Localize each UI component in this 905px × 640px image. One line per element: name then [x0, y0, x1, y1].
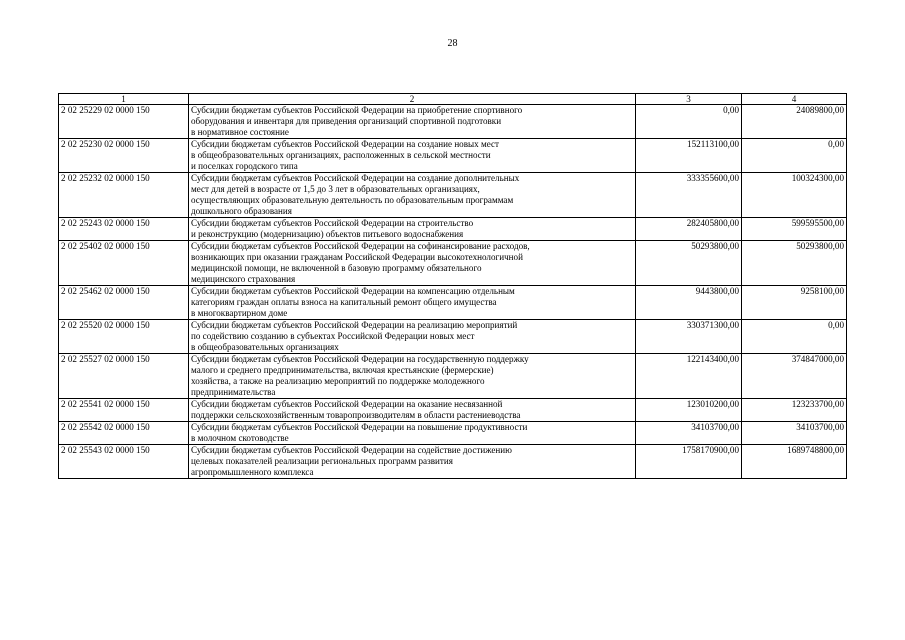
row-value-col4: 0,00: [742, 320, 847, 354]
row-value-col3: 152113100,00: [636, 139, 742, 173]
row-description: Субсидии бюджетам субъектов Российской Федерации на содействие достижению целевых показателей реализации региональных программ развития агропромышленного комплекса: [189, 445, 636, 479]
row-value-col4: 0,00: [742, 139, 847, 173]
table-row: [59, 320, 847, 354]
row-value-col3: 122143400,00: [636, 354, 742, 399]
row-code: 2 02 25527 02 0000 150: [59, 354, 189, 399]
table-row: [59, 354, 847, 399]
row-value-col4: 1689748800,00: [742, 445, 847, 479]
budget-table: [58, 93, 847, 479]
row-description: Субсидии бюджетам субъектов Российской Федерации на реализацию мероприятий по содействию созданию в субъектах Российской Федерации новых мест в общеобразовательных организациях: [189, 320, 636, 354]
row-value-col3: 9443800,00: [636, 286, 742, 320]
table-row: [59, 173, 847, 218]
row-description: Субсидии бюджетам субъектов Российской Федерации на строительство и реконструкцию (модернизацию) объектов питьевого водоснабжения: [189, 218, 636, 241]
row-value-col4: 374847000,00: [742, 354, 847, 399]
table-header-row: [59, 94, 847, 105]
row-value-col3: 333355600,00: [636, 173, 742, 218]
table-row: [59, 445, 847, 479]
row-value-col4: 50293800,00: [742, 241, 847, 286]
row-value-col4: 34103700,00: [742, 422, 847, 445]
table-row: [59, 286, 847, 320]
table-row: [59, 422, 847, 445]
row-description: Субсидии бюджетам субъектов Российской Федерации на софинансирование расходов, возникающих при оказании гражданам Российской Федерации высокотехнологичной медицинской помощи, не включенной в базовую программу обязательного медицинского страхования: [189, 241, 636, 286]
row-code: 2 02 25232 02 0000 150: [59, 173, 189, 218]
table-row: [59, 218, 847, 241]
row-value-col3: 282405800,00: [636, 218, 742, 241]
row-value-col3: 1758170900,00: [636, 445, 742, 479]
row-value-col3: 330371300,00: [636, 320, 742, 354]
row-code: 2 02 25462 02 0000 150: [59, 286, 189, 320]
row-description: Субсидии бюджетам субъектов Российской Федерации на приобретение спортивного оборудования и инвентаря для приведения организаций спортивной подготовки в нормативное состояние: [189, 105, 636, 139]
row-code: 2 02 25229 02 0000 150: [59, 105, 189, 139]
row-code: 2 02 25402 02 0000 150: [59, 241, 189, 286]
table-row: [59, 241, 847, 286]
row-value-col3: 123010200,00: [636, 399, 742, 422]
row-code: 2 02 25543 02 0000 150: [59, 445, 189, 479]
row-description: Субсидии бюджетам субъектов Российской Федерации на повышение продуктивности в молочном скотоводстве: [189, 422, 636, 445]
header-col-2: 2: [189, 94, 636, 105]
page-number: 28: [447, 38, 458, 49]
row-value-col3: 0,00: [636, 105, 742, 139]
table-row: [59, 399, 847, 422]
header-col-4: 4: [742, 94, 847, 105]
table-row: [59, 139, 847, 173]
header-col-3: 3: [636, 94, 742, 105]
row-description: Субсидии бюджетам субъектов Российской Федерации на создание дополнительных мест для детей в возрасте от 1,5 до 3 лет в образовательных организациях, осуществляющих образовательную деятельность по образовательным программам дошкольного образования: [189, 173, 636, 218]
table-row: [59, 105, 847, 139]
row-code: 2 02 25243 02 0000 150: [59, 218, 189, 241]
row-value-col3: 34103700,00: [636, 422, 742, 445]
row-value-col3: 50293800,00: [636, 241, 742, 286]
row-value-col4: 599595500,00: [742, 218, 847, 241]
row-description: Субсидии бюджетам субъектов Российской Федерации на государственную поддержку малого и среднего предпринимательства, включая крестьянские (фермерские) хозяйства, а также на реализацию мероприятий по поддержке молодежного предпринимательства: [189, 354, 636, 399]
row-code: 2 02 25230 02 0000 150: [59, 139, 189, 173]
row-description: Субсидии бюджетам субъектов Российской Федерации на оказание несвязанной поддержки сельскохозяйственным товаропроизводителям в области растениеводства: [189, 399, 636, 422]
row-code: 2 02 25542 02 0000 150: [59, 422, 189, 445]
row-value-col4: 9258100,00: [742, 286, 847, 320]
row-description: Субсидии бюджетам субъектов Российской Федерации на компенсацию отдельным категориям граждан оплаты взноса на капитальный ремонт общего имущества в многоквартирном доме: [189, 286, 636, 320]
row-code: 2 02 25541 02 0000 150: [59, 399, 189, 422]
row-value-col4: 24089800,00: [742, 105, 847, 139]
row-description: Субсидии бюджетам субъектов Российской Федерации на создание новых мест в общеобразовательных организациях, расположенных в сельской местности и поселках городского типа: [189, 139, 636, 173]
header-col-1: 1: [59, 94, 189, 105]
row-value-col4: 100324300,00: [742, 173, 847, 218]
row-code: 2 02 25520 02 0000 150: [59, 320, 189, 354]
row-value-col4: 123233700,00: [742, 399, 847, 422]
